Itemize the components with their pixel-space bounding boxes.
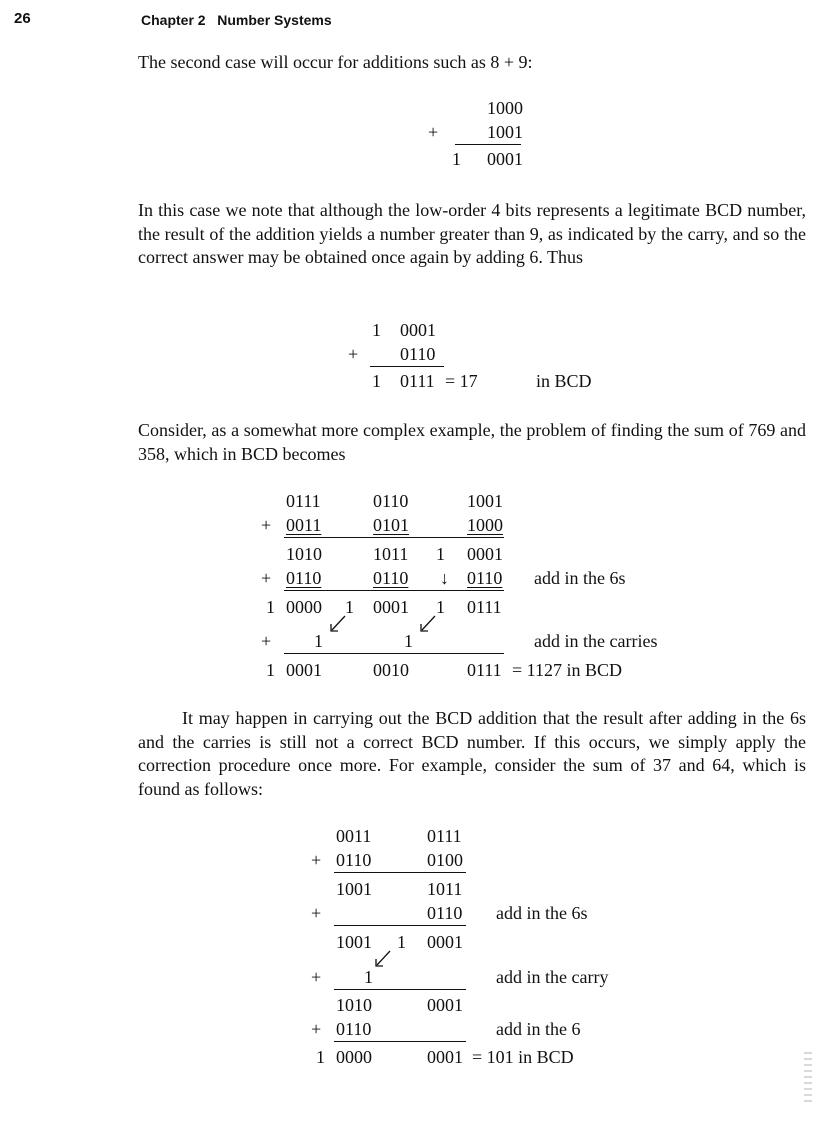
ex3-r6-plus: +	[261, 631, 272, 651]
ex2-res-low: 0111	[400, 371, 435, 391]
ex3-r2-hundreds: 0011	[286, 515, 322, 535]
ex3-r5-carry-units: 1	[436, 597, 445, 617]
ex3-r1-units: 1001	[467, 491, 503, 511]
ex1-plus: +	[428, 122, 439, 142]
ex2-top-low: 0001	[400, 320, 436, 340]
ex3-r5-tens: 0001	[373, 597, 409, 617]
ex3-r2-plus: +	[261, 515, 272, 535]
carry-arrow-icon	[328, 614, 348, 634]
ex4-note-add-carry: add in the carry	[496, 967, 609, 987]
ex4-r7-tens: 1010	[336, 995, 372, 1015]
running-head: Chapter 2 Number Systems	[141, 12, 332, 28]
ex4-r2-tens: 0110	[336, 850, 372, 870]
ex3-r2-units: 1000	[467, 515, 503, 535]
ex4-r8-tens: 0110	[336, 1019, 372, 1039]
ex3-r6-carry-tens: 1	[404, 631, 413, 651]
ex4-r3-units: 1011	[427, 879, 463, 899]
ex3-r1-hundreds: 0111	[286, 491, 321, 511]
ex2-note: in BCD	[536, 371, 592, 391]
ex3-r4-units: 0110	[467, 568, 503, 588]
ex1-top: 1000	[487, 98, 523, 118]
paragraph-carry-case: In this case we note that although the low-order 4 bits represents a legitimate BCD number, the result of the addition yields a number greater than 9, as indicated by the carry, and so the correct answer may be obtained once again by adding 6. Thus	[138, 200, 806, 268]
ex4-r2-plus: +	[311, 850, 322, 870]
ex4-note-add-six: add in the 6	[496, 1019, 581, 1039]
ex2-addend: 0110	[400, 344, 436, 364]
ex3-r6-carry-hundreds: 1	[314, 631, 323, 651]
ex3-r3-units: 0001	[467, 544, 503, 564]
ex4-r5-units: 0001	[427, 932, 463, 952]
ex4-result: = 101 in BCD	[472, 1047, 574, 1067]
ex3-r1-tens: 0110	[373, 491, 409, 511]
ex1-addend: 1001	[487, 122, 523, 142]
ex4-r6-carry: 1	[364, 967, 373, 987]
ex3-note-add-sixes: add in the 6s	[534, 568, 626, 588]
ex3-r2-tens: 0101	[373, 515, 409, 535]
ex4-r8-rule	[334, 1041, 466, 1042]
ex4-r1-units: 0111	[427, 826, 462, 846]
ex4-r4-rule	[334, 925, 466, 926]
ex3-r4-hundreds: 0110	[286, 568, 322, 588]
ex3-r7-tens: 0010	[373, 660, 409, 680]
ex4-r2-units: 0100	[427, 850, 463, 870]
ex4-r7-units: 0001	[427, 995, 463, 1015]
ex3-r3-hundreds: 1010	[286, 544, 322, 564]
ex4-r5-tens: 1001	[336, 932, 372, 952]
ex4-r5-carry: 1	[397, 932, 406, 952]
ex4-r9-units: 0001	[427, 1047, 463, 1067]
ex3-r3-carry: 1	[436, 544, 445, 564]
paragraph-intro: The second case will occur for additions such as 8 + 9:	[138, 52, 533, 72]
ex3-r4-tens: 0110	[373, 568, 409, 588]
ex3-r2-rule	[284, 537, 504, 538]
ex4-note-add-sixes: add in the 6s	[496, 903, 588, 923]
ex4-r4-plus: +	[311, 903, 322, 923]
ex4-r4-units: 0110	[427, 903, 463, 923]
ex3-result: = 1127 in BCD	[512, 660, 622, 680]
ex2-equals: = 17	[445, 371, 478, 391]
scan-artifact	[804, 1052, 812, 1102]
paragraph-complex-example: Consider, as a somewhat more complex example, the problem of finding the sum of 769 and 358, which in BCD becomes	[138, 420, 806, 464]
ex4-r6-rule	[334, 989, 466, 990]
ex4-r9-carry-out: 1	[316, 1047, 325, 1067]
ex3-r7-carry-out: 1	[266, 660, 275, 680]
page-number: 26	[14, 10, 31, 27]
ex1-rule	[455, 144, 521, 145]
ex3-r7-hundreds: 0001	[286, 660, 322, 680]
ex3-r4-rule	[284, 590, 504, 591]
ex3-r7-units: 0111	[467, 660, 502, 680]
ex4-r9-tens: 0000	[336, 1047, 372, 1067]
ex3-r6-rule	[284, 653, 504, 654]
ex3-r4-plus: +	[261, 568, 272, 588]
ex4-r8-plus: +	[311, 1019, 322, 1039]
carry-arrow-icon	[418, 614, 438, 634]
ex2-top-carry: 1	[372, 320, 381, 340]
ex2-plus: +	[348, 344, 359, 364]
ex3-note-add-carries: add in the carries	[534, 631, 658, 651]
down-arrow-icon: ↓	[440, 568, 449, 588]
ex4-r1-tens: 0011	[336, 826, 372, 846]
carry-arrow-icon	[373, 949, 393, 969]
ex3-r3-tens: 1011	[373, 544, 409, 564]
ex3-r5-carry-tens: 1	[345, 597, 354, 617]
paragraph-repeat-correction: It may happen in carrying out the BCD addition that the result after adding in the 6s and the carries is still not a correct BCD number. If this occurs, we simply apply the correction procedure once more. For example, consider the sum of 37 and 64, which is found as follows:	[138, 708, 806, 799]
ex3-r5-carry-out: 1	[266, 597, 275, 617]
ex2-rule	[370, 366, 444, 367]
ex3-r5-units: 0111	[467, 597, 502, 617]
ex4-r2-rule	[334, 872, 466, 873]
ex3-r5-hundreds: 0000	[286, 597, 322, 617]
ex4-r6-plus: +	[311, 967, 322, 987]
ex2-res-carry: 1	[372, 371, 381, 391]
ex1-carry: 1	[452, 149, 461, 169]
ex4-r3-tens: 1001	[336, 879, 372, 899]
ex1-low: 0001	[487, 149, 523, 169]
